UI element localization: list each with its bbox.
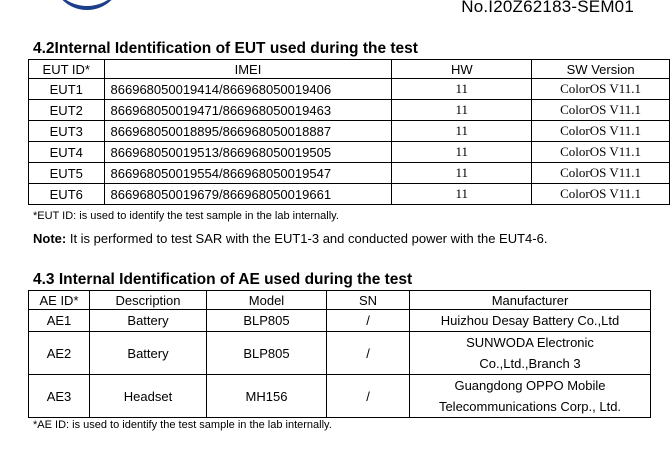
sw-cell: ColorOS V11.1 xyxy=(532,163,670,184)
ae-table-header xyxy=(29,291,651,310)
hw-cell: 11 xyxy=(392,100,532,121)
col-eut-id: EUT ID* xyxy=(29,60,105,79)
imei-cell: 866968050019414/866968050019406 xyxy=(104,79,392,100)
imei-cell: 866968050019554/866968050019547 xyxy=(104,163,392,184)
eut-table xyxy=(28,59,670,205)
col-description: Description xyxy=(90,291,207,310)
eut-id-cell: EUT2 xyxy=(29,100,105,121)
model-cell: BLP805 xyxy=(207,332,327,375)
description-cell: Battery xyxy=(90,310,207,332)
table-row xyxy=(29,79,670,100)
manufacturer-line: Co.,Ltd.,Branch 3 xyxy=(479,356,581,371)
note-text: It is performed to test SAR with the EUT1-3 and conducted power with the EUT4-6. xyxy=(66,231,548,246)
hw-cell: 11 xyxy=(392,79,532,100)
sw-cell: ColorOS V11.1 xyxy=(532,100,670,121)
col-hw: HW xyxy=(392,60,532,79)
ae-footnote: *AE ID: is used to identify the test sample in the lab internally. xyxy=(33,419,332,431)
hw-cell: 11 xyxy=(392,184,532,205)
table-row xyxy=(29,142,670,163)
hw-cell: 11 xyxy=(392,121,532,142)
imei-cell: 866968050019513/866968050019505 xyxy=(104,142,392,163)
eut-table-header xyxy=(29,60,670,79)
manufacturer-line: SUNWODA Electronic xyxy=(466,335,594,350)
note-label: Note: xyxy=(33,231,67,246)
ae-section-title: 4.3 Internal Identification of AE used during the test xyxy=(33,271,413,288)
sw-cell: ColorOS V11.1 xyxy=(532,121,670,142)
table-row xyxy=(29,184,670,205)
ae-id-cell: AE2 xyxy=(29,332,90,375)
manufacturer-line: Guangdong OPPO Mobile xyxy=(454,378,606,393)
eut-section-title: 4.2Internal Identification of EUT used during the test xyxy=(33,40,418,57)
eut-id-cell: EUT3 xyxy=(29,121,105,142)
col-sw-version: SW Version xyxy=(532,60,670,79)
imei-cell: 866968050019471/866968050019463 xyxy=(104,100,392,121)
model-cell: MH156 xyxy=(207,375,327,418)
table-row xyxy=(29,332,651,375)
sw-cell: ColorOS V11.1 xyxy=(532,142,670,163)
eut-note xyxy=(33,231,547,246)
sn-cell: / xyxy=(327,332,410,375)
eut-id-cell: EUT5 xyxy=(29,163,105,184)
hw-cell: 11 xyxy=(392,163,532,184)
sn-cell: / xyxy=(327,375,410,418)
eut-id-cell: EUT4 xyxy=(29,142,105,163)
eut-id-cell: EUT1 xyxy=(29,79,105,100)
ae-table xyxy=(28,290,651,418)
manufacturer-cell xyxy=(410,310,651,332)
manufacturer-cell xyxy=(410,375,651,418)
eut-footnote: *EUT ID: is used to identify the test sample in the lab internally. xyxy=(33,210,339,222)
manufacturer-cell xyxy=(410,332,651,375)
logo-arc xyxy=(52,0,122,10)
col-imei: IMEI xyxy=(104,60,392,79)
table-row xyxy=(29,310,651,332)
model-cell: BLP805 xyxy=(207,310,327,332)
col-sn: SN xyxy=(327,291,410,310)
description-cell: Headset xyxy=(90,375,207,418)
table-row xyxy=(29,100,670,121)
eut-id-cell: EUT6 xyxy=(29,184,105,205)
sw-cell: ColorOS V11.1 xyxy=(532,79,670,100)
manufacturer-line: Telecommunications Corp., Ltd. xyxy=(438,399,622,414)
imei-cell: 866968050018895/866968050018887 xyxy=(104,121,392,142)
ae-id-cell: AE3 xyxy=(29,375,90,418)
col-model: Model xyxy=(207,291,327,310)
document-number: No.I20Z62183-SEM01 xyxy=(461,0,634,16)
table-row xyxy=(29,375,651,418)
imei-cell: 866968050019679/866968050019661 xyxy=(104,184,392,205)
ae-id-cell: AE1 xyxy=(29,310,90,332)
table-row xyxy=(29,121,670,142)
col-manufacturer: Manufacturer xyxy=(410,291,651,310)
table-row xyxy=(29,163,670,184)
sw-cell: ColorOS V11.1 xyxy=(532,184,670,205)
col-ae-id: AE ID* xyxy=(29,291,90,310)
sn-cell: / xyxy=(327,310,410,332)
description-cell: Battery xyxy=(90,332,207,375)
manufacturer-line: Huizhou Desay Battery Co.,Ltd xyxy=(440,313,620,328)
hw-cell: 11 xyxy=(392,142,532,163)
